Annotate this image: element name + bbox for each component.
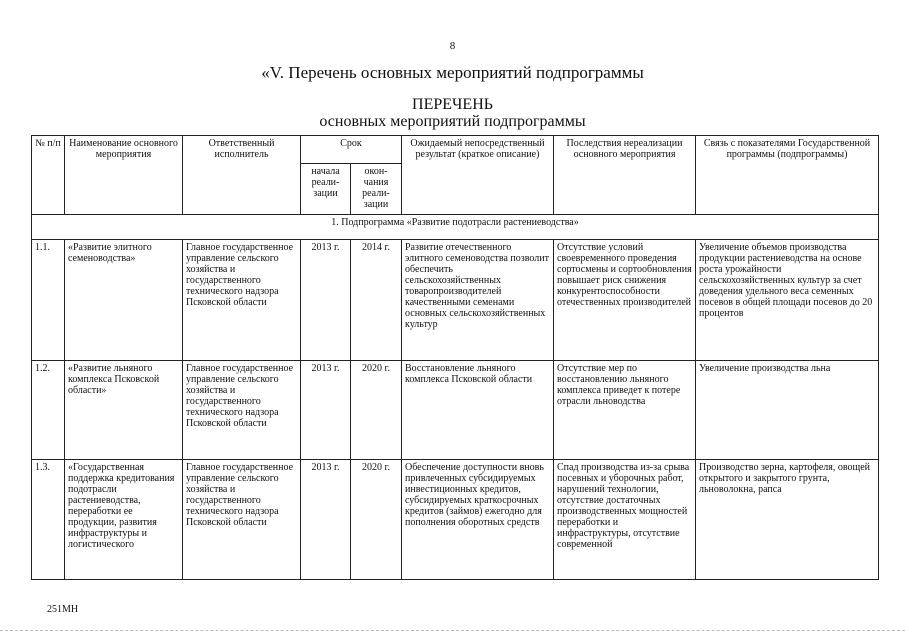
row-link: Увеличение производства льна [696,361,879,460]
list-title [0,96,905,130]
header-term: Срок [301,136,402,164]
list-title-line2: основных мероприятий подпрограммы [319,113,586,130]
list-title-line1: ПЕРЕЧЕНЬ [412,96,493,113]
row-name: «Развитие льняного комплекса Псковской области» [65,361,183,460]
row-link: Увеличение объемов производства продукции растениеводства на основе роста урожайности сельскохозяйственных культур за счет доведения удельного веса семенных посевов в общей площади посевов до 20 процентов [696,240,879,361]
row-result: Развитие отечественного элитного семеноводства позволит обеспечить сельскохозяйственных товаропроизводителей качественными семенами основных сельскохозяйственных культур [402,240,554,361]
table-row [32,240,879,361]
row-start: 2013 г. [301,361,351,460]
header-start: начала реали-зации [301,164,351,215]
subprogram-title: 1. Подпрограмма «Развитие подотрасли растениеводства» [32,215,879,240]
table-row [32,460,879,580]
section-title: «V. Перечень основных мероприятий подпрограммы [261,63,644,82]
row-name: «Государственная поддержка кредитования подотрасли растениеводства, переработки ее продукции, развития инфраструктуры и логистического [65,460,183,580]
document-code: 251МН [47,604,79,615]
row-consequences: Отсутствие условий своевременного проведения сортосмены и сортообновления повышает риск снижения конкурентоспособности отечественных производителей [554,240,696,361]
row-name: «Развитие элитного семеноводства» [65,240,183,361]
row-result: Восстановление льняного комплекса Псковской области [402,361,554,460]
row-start: 2013 г. [301,240,351,361]
row-end: 2020 г. [351,460,402,580]
row-num: 1.1. [32,240,65,361]
row-start: 2013 г. [301,460,351,580]
row-num: 1.3. [32,460,65,580]
row-link: Производство зерна, картофеля, овощей открытого и закрытого грунта, льноволокна, рапса [696,460,879,580]
header-link: Связь с показателями Государственной программы (подпрограммы) [696,136,879,215]
row-end: 2020 г. [351,361,402,460]
header-executor: Ответственный исполнитель [183,136,301,215]
header-end: окон-чания реали-зации [351,164,402,215]
row-consequences: Отсутствие мер по восстановлению льняного комплекса приведет к потере отрасли льноводства [554,361,696,460]
row-result: Обеспечение доступности вновь привлеченных субсидируемых инвестиционных кредитов, субсидируемых краткосрочных кредитов (займов) ежегодно для пополнения оборотных средств [402,460,554,580]
row-executor: Главное государственное управление сельского хозяйства и государственного технического надзора Псковской области [183,240,301,361]
row-executor: Главное государственное управление сельского хозяйства и государственного технического надзора Псковской области [183,460,301,580]
row-end: 2014 г. [351,240,402,361]
page-number: 8 [449,40,456,52]
header-result: Ожидаемый непосредственный результат (краткое описание) [402,136,554,215]
measures-table [31,135,879,580]
row-consequences: Спад производства из-за срыва посевных и уборочных работ, нарушений технологии, отсутствие достаточных производственных мощностей переработки и инфраструктуры, отсутствие современной [554,460,696,580]
row-num: 1.2. [32,361,65,460]
table-row [32,361,879,460]
header-consequences: Последствия нереализации основного мероприятия [554,136,696,215]
header-name: Наименование основного мероприятия [65,136,183,215]
header-num: № п/п [32,136,65,215]
row-executor: Главное государственное управление сельского хозяйства и государственного технического надзора Псковской области [183,361,301,460]
page-edge-divider [0,630,905,631]
